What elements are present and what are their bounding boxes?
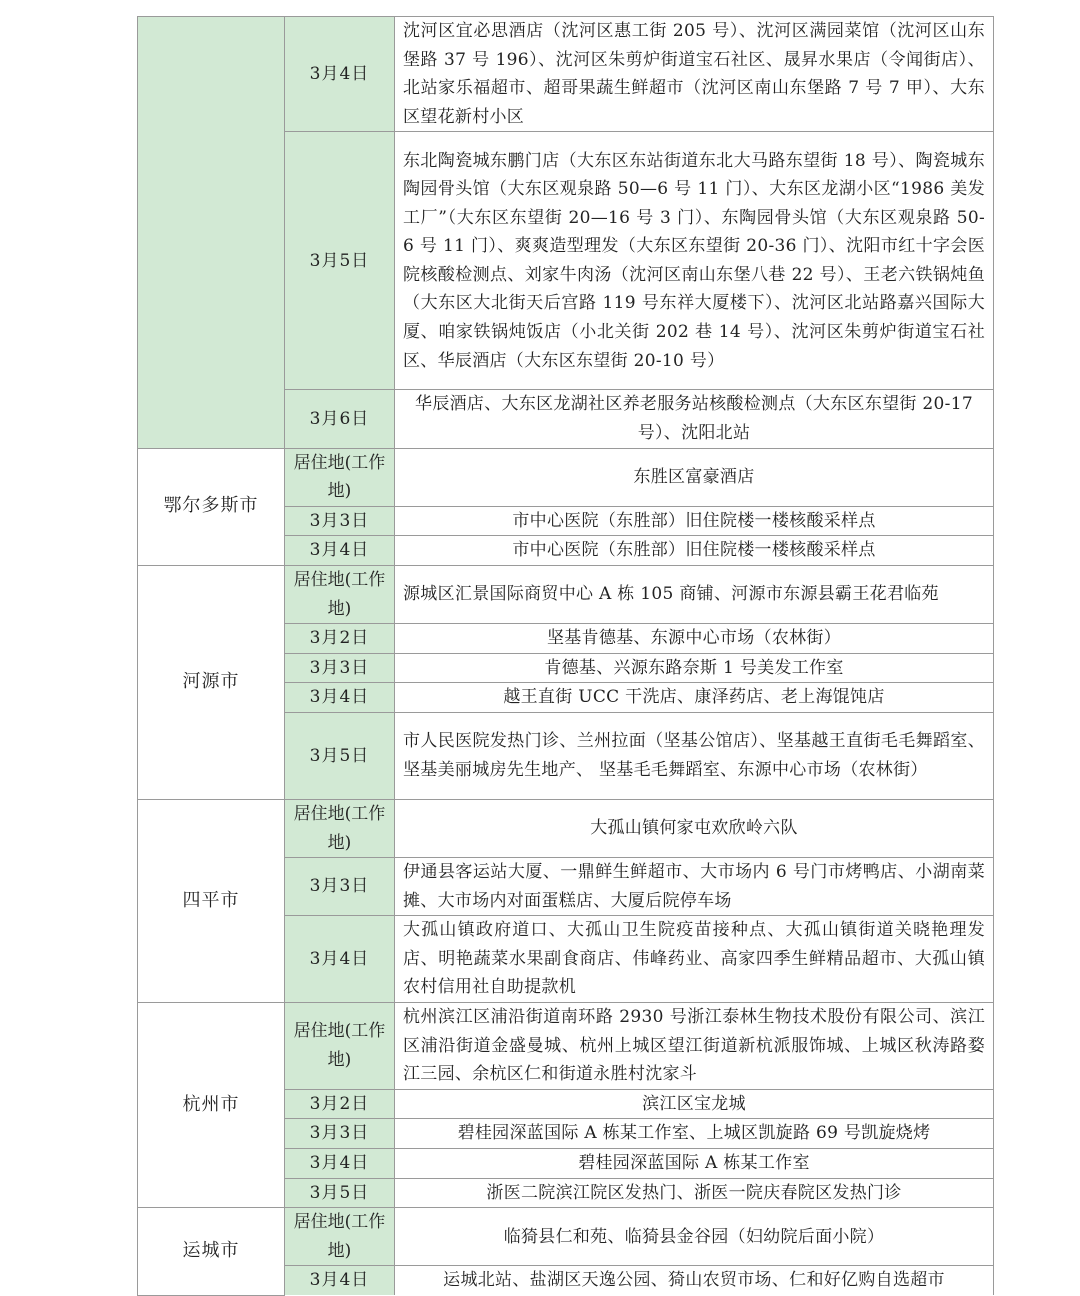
date-cell: 居住地(工作地)	[285, 799, 395, 857]
date-cell: 居住地(工作地)	[285, 448, 395, 506]
places-cell: 市中心医院（东胜部）旧住院楼一楼核酸采样点	[395, 536, 994, 566]
date-cell: 3月5日	[285, 712, 395, 799]
places-cell: 运城北站、盐湖区天逸公园、猗山农贸市场、仁和好亿购自选超市	[395, 1266, 994, 1295]
date-cell: 3月4日	[285, 536, 395, 566]
city-cell: 四平市	[138, 799, 285, 1002]
places-cell: 肯德基、兴源东路奈斯 1 号美发工作室	[395, 653, 994, 683]
table-row	[138, 565, 994, 623]
places-cell: 大孤山镇政府道口、大孤山卫生院疫苗接种点、大孤山镇街道关晓艳理发店、明艳蔬菜水果副食商店、伟峰药业、高家四季生鲜精品超市、大孤山镇农村信用社自助提款机	[395, 916, 994, 1003]
table-row	[138, 448, 994, 506]
places-cell: 碧桂园深蓝国际 A 栋某工作室	[395, 1149, 994, 1179]
date-cell: 3月3日	[285, 506, 395, 536]
date-cell: 3月4日	[285, 1149, 395, 1179]
places-cell: 东胜区富豪酒店	[395, 448, 994, 506]
date-cell: 3月6日	[285, 390, 395, 448]
date-cell: 3月4日	[285, 17, 395, 132]
places-cell: 坚基肯德基、东源中心市场（农林街）	[395, 624, 994, 654]
places-cell: 伊通县客运站大厦、一鼎鲜生鲜超市、大市场内 6 号门市烤鸭店、小湖南菜摊、大市场内对面蛋糕店、大厦后院停车场	[395, 858, 994, 916]
date-cell: 3月3日	[285, 1119, 395, 1149]
places-cell: 浙医二院滨江院区发热门、浙医一院庆春院区发热门诊	[395, 1178, 994, 1208]
places-cell: 东北陶瓷城东鹏门店（大东区东站街道东北大马路东望街 18 号）、陶瓷城东陶园骨头馆（大东区观泉路 50—6 号 11 门）、大东区龙湖小区“1986 美发工厂”（大东区东望街 20—16 号 3 门）、东陶园骨头馆（大东区观泉路 50-6 号 11 门）、爽爽造型理发（大东区东望街 20-36 门）、沈阳市红十字会医院核酸检测点、刘家牛肉汤（沈河区南山东堡八巷 22 号）、王老六铁锅炖鱼（大东区大北街天后宫路 119 号东祥大厦楼下）、沈河区北站路嘉兴国际大厦、咱家铁锅炖饭店（小北关街 202 巷 14 号）、沈河区朱剪炉街道宝石社区、华辰酒店（大东区东望街 20-10 号）	[395, 132, 994, 390]
places-cell: 滨江区宝龙城	[395, 1089, 994, 1119]
places-cell: 碧桂园深蓝国际 A 栋某工作室、上城区凯旋路 69 号凯旋烧烤	[395, 1119, 994, 1149]
date-cell: 3月4日	[285, 916, 395, 1003]
places-cell: 越王直街 UCC 干洗店、康泽药店、老上海馄饨店	[395, 683, 994, 713]
places-cell: 源城区汇景国际商贸中心 A 栋 105 商铺、河源市东源县霸王花君临苑	[395, 565, 994, 623]
date-cell: 3月4日	[285, 1266, 395, 1295]
places-cell: 市中心医院（东胜部）旧住院楼一楼核酸采样点	[395, 506, 994, 536]
city-cell: 运城市	[138, 1208, 285, 1295]
places-cell: 大孤山镇何家屯欢欣岭六队	[395, 799, 994, 857]
places-cell: 华辰酒店、大东区龙湖社区养老服务站核酸检测点（大东区东望街 20-17 号）、沈阳北站	[395, 390, 994, 448]
places-cell: 市人民医院发热门诊、兰州拉面（坚基公馆店）、坚基越王直街毛毛舞蹈室、坚基美丽城房先生地产、 坚基毛毛舞蹈室、东源中心市场（农林街）	[395, 712, 994, 799]
date-cell: 3月3日	[285, 653, 395, 683]
places-cell: 临猗县仁和苑、临猗县金谷园（妇幼院后面小院）	[395, 1208, 994, 1266]
date-cell: 3月5日	[285, 132, 395, 390]
date-cell: 3月3日	[285, 858, 395, 916]
places-cell: 沈河区宜必思酒店（沈河区惠工街 205 号）、沈河区满园菜馆（沈河区山东堡路 37 号 196）、沈河区朱剪炉街道宝石社区、晟昇水果店（令闻街店）、北站家乐福超市、超哥果蔬生鲜超市（沈河区南山东堡路 7 号 7 甲）、大东区望花新村小区	[395, 17, 994, 132]
table-body	[138, 17, 994, 1296]
city-cell: 河源市	[138, 565, 285, 799]
date-cell: 居住地(工作地)	[285, 1208, 395, 1266]
itinerary-table	[137, 16, 994, 1296]
date-cell: 居住地(工作地)	[285, 1003, 395, 1090]
date-cell: 3月2日	[285, 624, 395, 654]
table-row	[138, 1208, 994, 1266]
date-cell: 3月2日	[285, 1089, 395, 1119]
table-row	[138, 1003, 994, 1090]
city-cell: 杭州市	[138, 1003, 285, 1208]
date-cell: 3月5日	[285, 1178, 395, 1208]
city-cell: 鄂尔多斯市	[138, 448, 285, 565]
table-row	[138, 799, 994, 857]
date-cell: 居住地(工作地)	[285, 565, 395, 623]
city-cell	[138, 17, 285, 449]
places-cell: 杭州滨江区浦沿街道南环路 2930 号浙江泰林生物技术股份有限公司、滨江区浦沿街道金盛曼城、杭州上城区望江街道新杭派服饰城、上城区秋涛路婺江三园、余杭区仁和街道永胜村沈家斗	[395, 1003, 994, 1090]
date-cell: 3月4日	[285, 683, 395, 713]
table-row	[138, 17, 994, 132]
